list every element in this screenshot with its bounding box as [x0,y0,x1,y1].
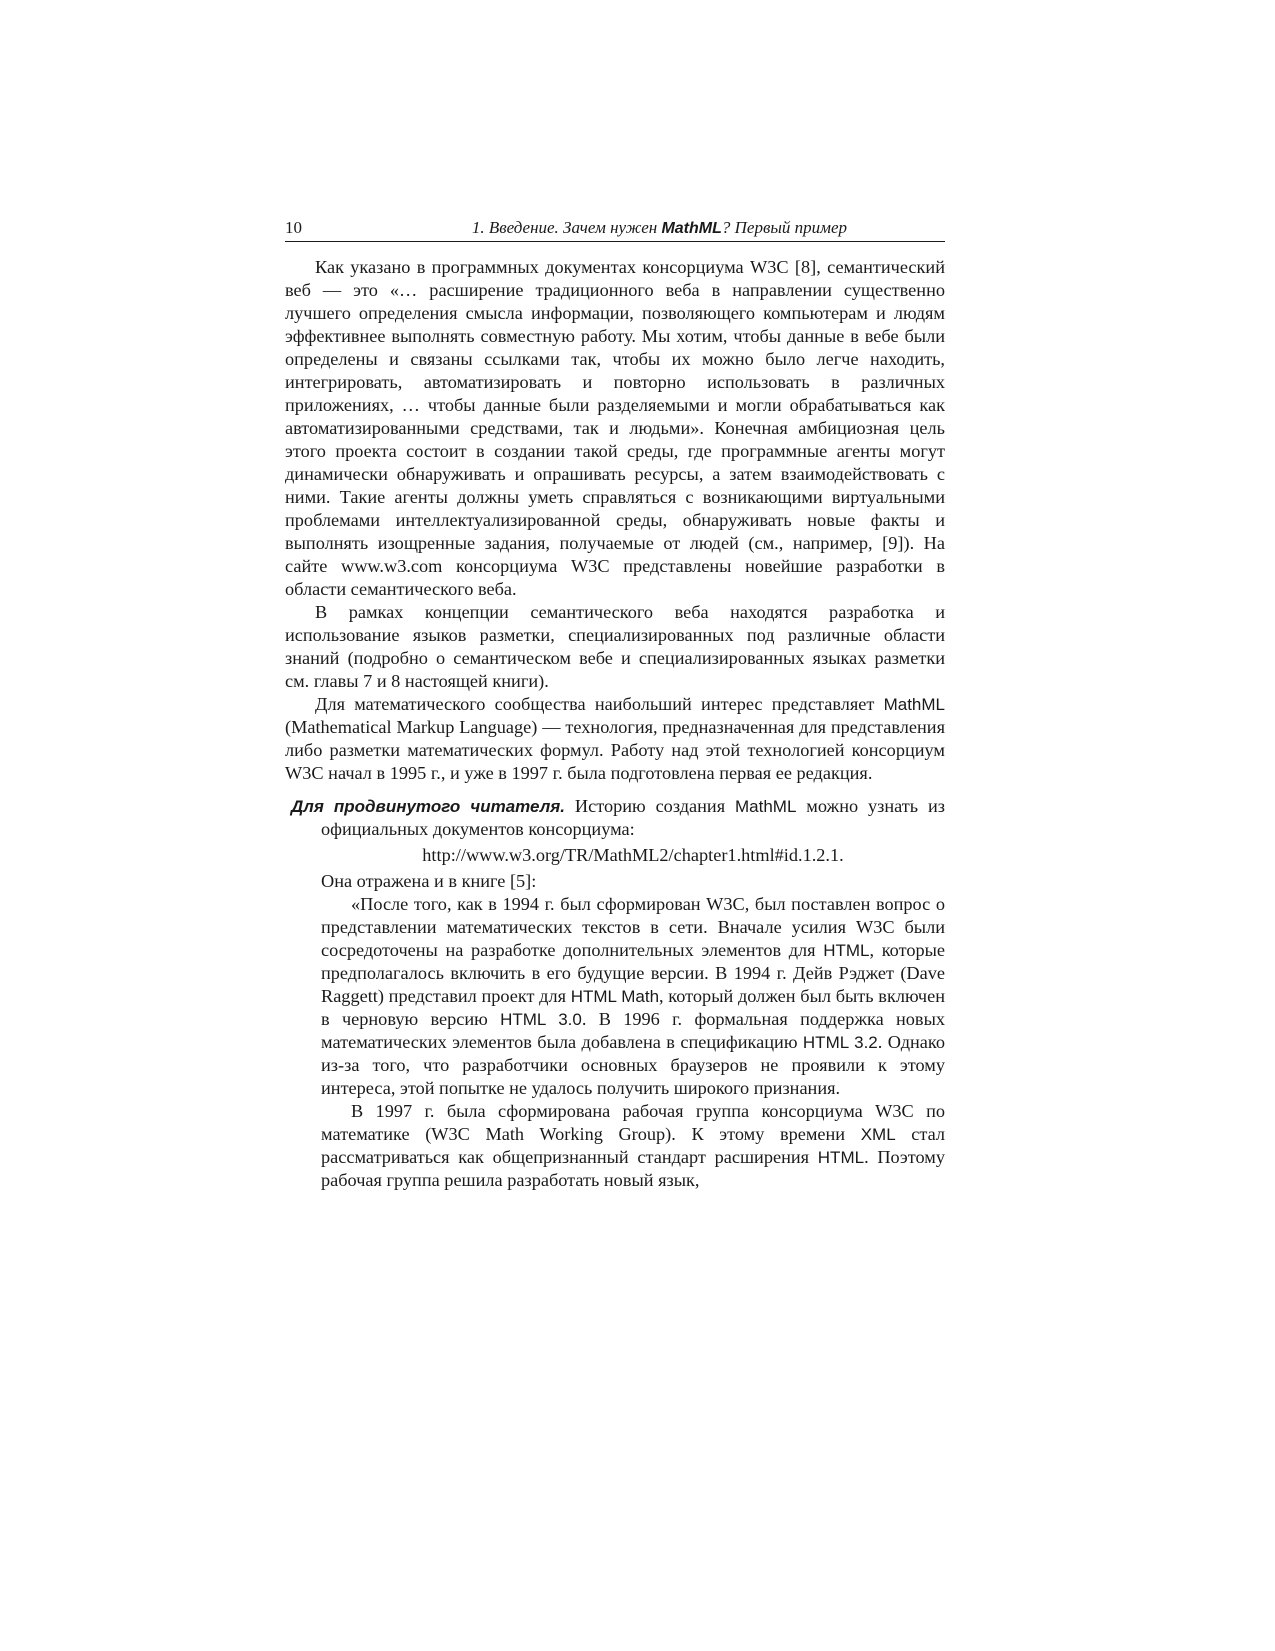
book-page [285,215,945,1192]
advanced-text2: можно узнать из официальных документов консорциума: [321,796,945,839]
quote1-text1: «После того, как в 1994 г. был сформирован W3C, был поставлен вопрос о представлении математических текстов в сети. Вначале усилия W3C были сосредоточены на разработке дополнительных элементов для [321,894,945,960]
paragraph-mathml-intro [285,693,945,785]
html-term-2: HTML [817,1148,865,1167]
chapter-title-suffix: ? Первый пример [721,218,847,237]
paragraph-markup-languages: В рамках концепции семантического веба находятся разработка и использование языков разметки, специализированных под различные области знаний (подробно о семантическом вебе и специализированных языках разметки см. главы 7 и 8 настоящей книги). [285,602,945,691]
advanced-reader-label: Для продвинутого читателя. [291,797,566,816]
advanced-text1: Историю создания [565,796,735,816]
paragraph-mathml-part1: Для математического сообщества наибольший интерес представляет [315,694,884,714]
mathml-history-url: http://www.w3.org/TR/MathML2/chapter1.html#id.1.2.1. [422,845,844,865]
chapter-title [472,215,847,242]
quote1-text4: . В 1996 г. формальная поддержка новых математических элементов была добавлена в спецификацию [321,1009,945,1052]
html-32-term: HTML 3.2 [802,1033,878,1052]
paragraph-semantic-web: Как указано в программных документах консорциума W3C [8], семантический веб — это «… расширение традиционного веба в направлении существенно лучшего определения смысла информации, позволяющего компьютерам и людям эффективнее выполнять совместную работу. Мы хотим, чтобы данные в вебе были определены и связаны ссылками так, чтобы их можно было легче находить, интегрировать, автоматизировать и повторно использовать в различных приложениях, … чтобы данные были разделяемыми и могли обрабатываться как автоматизированными средствами, так и людьми». Конечная амбициозная цель этого проекта состоит в создании такой среды, где программные агенты могут динамически обнаруживать и опрашивать ресурсы, а затем взаимодействовать с ними. Такие агенты должны уметь справляться с возникающими виртуальными проблемами интеллектуализированной среды, обнаруживать новые факты и выполнять изощренные задания, получаемые от людей (см., например, [9]). На сайте www.w3.com консорциума W3C представлены новейшие разработки в области семантического веба. [285,257,945,599]
advanced-reader-note [285,795,945,1192]
chapter-title-term: MathML [661,220,722,237]
html-30-term: HTML 3.0 [500,1010,582,1029]
html-math-term: HTML Math [570,987,660,1006]
page-number: 10 [285,218,302,237]
html-term: HTML [823,941,870,960]
quote2-text2: стал рассматриваться как общепризнанный стандарт расширения [321,1124,946,1167]
quote-history-2 [321,1100,945,1192]
quote1-text5: . Однако из-за того, что разработчики основных браузеров не проявили к этому интереса, этой попытке не удалось получить широкого признания. [321,1032,945,1098]
quote-history-1 [321,893,945,1100]
paragraph-mathml-part2: (Mathematical Markup Language) — технология, предназначенная для представления либо разметки математических формул. Работу над этой технологией консорциум W3C начал в 1995 г., и уже в 1997 г. была подготовлена первая ее редакция. [285,717,945,783]
quote2-text1: В 1997 г. была сформирована рабочая группа консорциума W3C по математике (W3C Math Working Group). К этому времени [321,1101,945,1144]
running-header [285,215,945,242]
body-text [285,256,945,1192]
quote2-text3: . Поэтому рабочая группа решила разработать новый язык, [321,1147,945,1190]
quote1-text3: , который должен был быть включен в черновую версию [321,986,945,1029]
advanced-reader-lead [291,795,945,841]
advanced-mathml-term: MathML [735,797,797,816]
chapter-title-prefix: 1. Введение. Зачем нужен [471,218,662,237]
book-reference: Она отражена и в книге [5]: [321,871,537,891]
quote1-text2: , которые предполагалось включить в его будущие версии. В 1994 г. Дейв Рэджет (Dave Raggett) представил проект для [321,940,946,1006]
xml-term: XML [860,1125,896,1144]
mathml-term: MathML [883,695,945,714]
